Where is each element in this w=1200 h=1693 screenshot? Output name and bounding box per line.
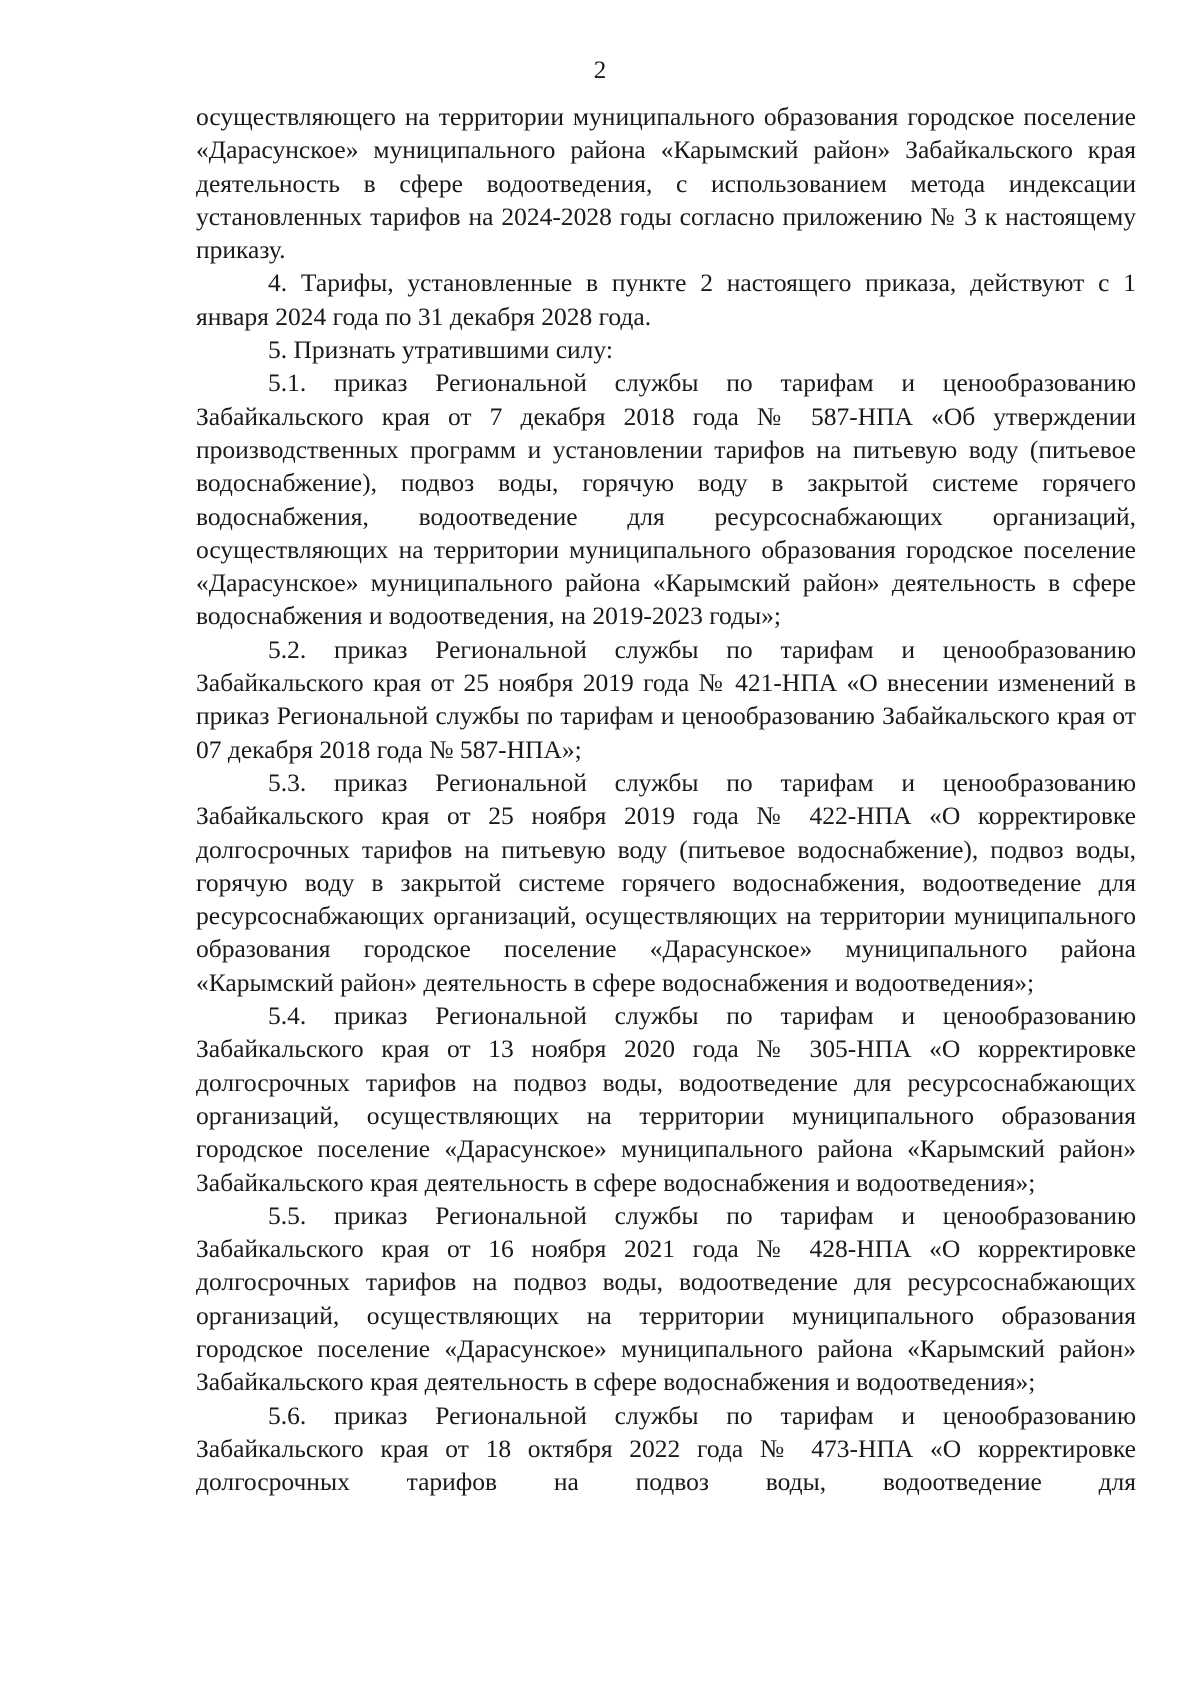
paragraph-item-5: 5. Признать утратившими силу:: [268, 335, 613, 365]
paragraph-item-5-4: 5.4. приказ Региональной службы по тарифам и ценообразованию Забайкальского края от 13 ноября 2020 года № 305-НПА «О корректировке долгосрочных тарифов на подвоз воды, водоотведение для ресурсоснабжающих организаций, осуществляющих на территории муниципального образования городское поселение «Дарасунское» муниципального района «Карымский район» Забайкальского края деятельность в сфере водоснабжения и водоотведения»;: [196, 1001, 1136, 1197]
paragraph-item-4: 4. Тарифы, установленные в пункте 2 настоящего приказа, действуют с 1 января 2024 года по 31 декабря 2028 года.: [196, 268, 1136, 331]
paragraph-item-5-5: 5.5. приказ Региональной службы по тарифам и ценообразованию Забайкальского края от 16 ноября 2021 года № 428-НПА «О корректировке долгосрочных тарифов на подвоз воды, водоотведение для ресурсоснабжающих организаций, осуществляющих на территории муниципального образования городское поселение «Дарасунское» муниципального района «Карымский район» Забайкальского края деятельность в сфере водоснабжения и водоотведения»;: [196, 1200, 1136, 1397]
paragraph-item-5-1: 5.1. приказ Региональной службы по тарифам и ценообразованию Забайкальского края от 7 декабря 2018 года № 587-НПА «Об утверждении производственных программ и установлении тарифов на питьевую воду (питьевое водоснабжение), подвоз воды, горячую воду в закрытой системе горячего водоснабжения, водоотведение для ресурсоснабжающих организаций, осуществляющих на территории муниципального образования городское поселение «Дарасунское» муниципального района «Карымский район» деятельность в сфере водоснабжения и водоотведения, на 2019-2023 годы»;: [196, 368, 1136, 631]
paragraph-item-5-6: 5.6. приказ Региональной службы по тарифам и ценообразованию Забайкальского края от 18 октября 2022 года № 473-НПА «О корректировке долгосрочных тарифов на подвоз воды, водоотведение для: [196, 1400, 1136, 1497]
document-body: [196, 100, 1136, 1498]
page-number: 2: [593, 57, 607, 84]
paragraph-item-5-2: 5.2. приказ Региональной службы по тарифам и ценообразованию Забайкальского края от 25 ноября 2019 года № 421-НПА «О внесении изменений в приказ Региональной службы по тарифам и ценообразованию Забайкальского края от 07 декабря 2018 года № 587-НПА»;: [196, 634, 1136, 764]
paragraph-item-5-3: 5.3. приказ Региональной службы по тарифам и ценообразованию Забайкальского края от 25 ноября 2019 года № 422-НПА «О корректировке долгосрочных тарифов на питьевую воду (питьевое водоснабжение), подвоз воды, горячую воду в закрытой системе горячего водоснабжения, водоотведение для ресурсоснабжающих организаций, осуществляющих на территории муниципального образования городское поселение «Дарасунское» муниципального района «Карымский район» деятельность в сфере водоснабжения и водоотведения»;: [196, 767, 1136, 997]
paragraph-continuation: осуществляющего на территории муниципального образования городское поселение «Дарасунское» муниципального района «Карымский район» Забайкальского края деятельность в сфере водоотведения, с использованием метода индексации установленных тарифов на 2024-2028 годы согласно приложению № 3 к настоящему приказу.: [196, 102, 1136, 265]
